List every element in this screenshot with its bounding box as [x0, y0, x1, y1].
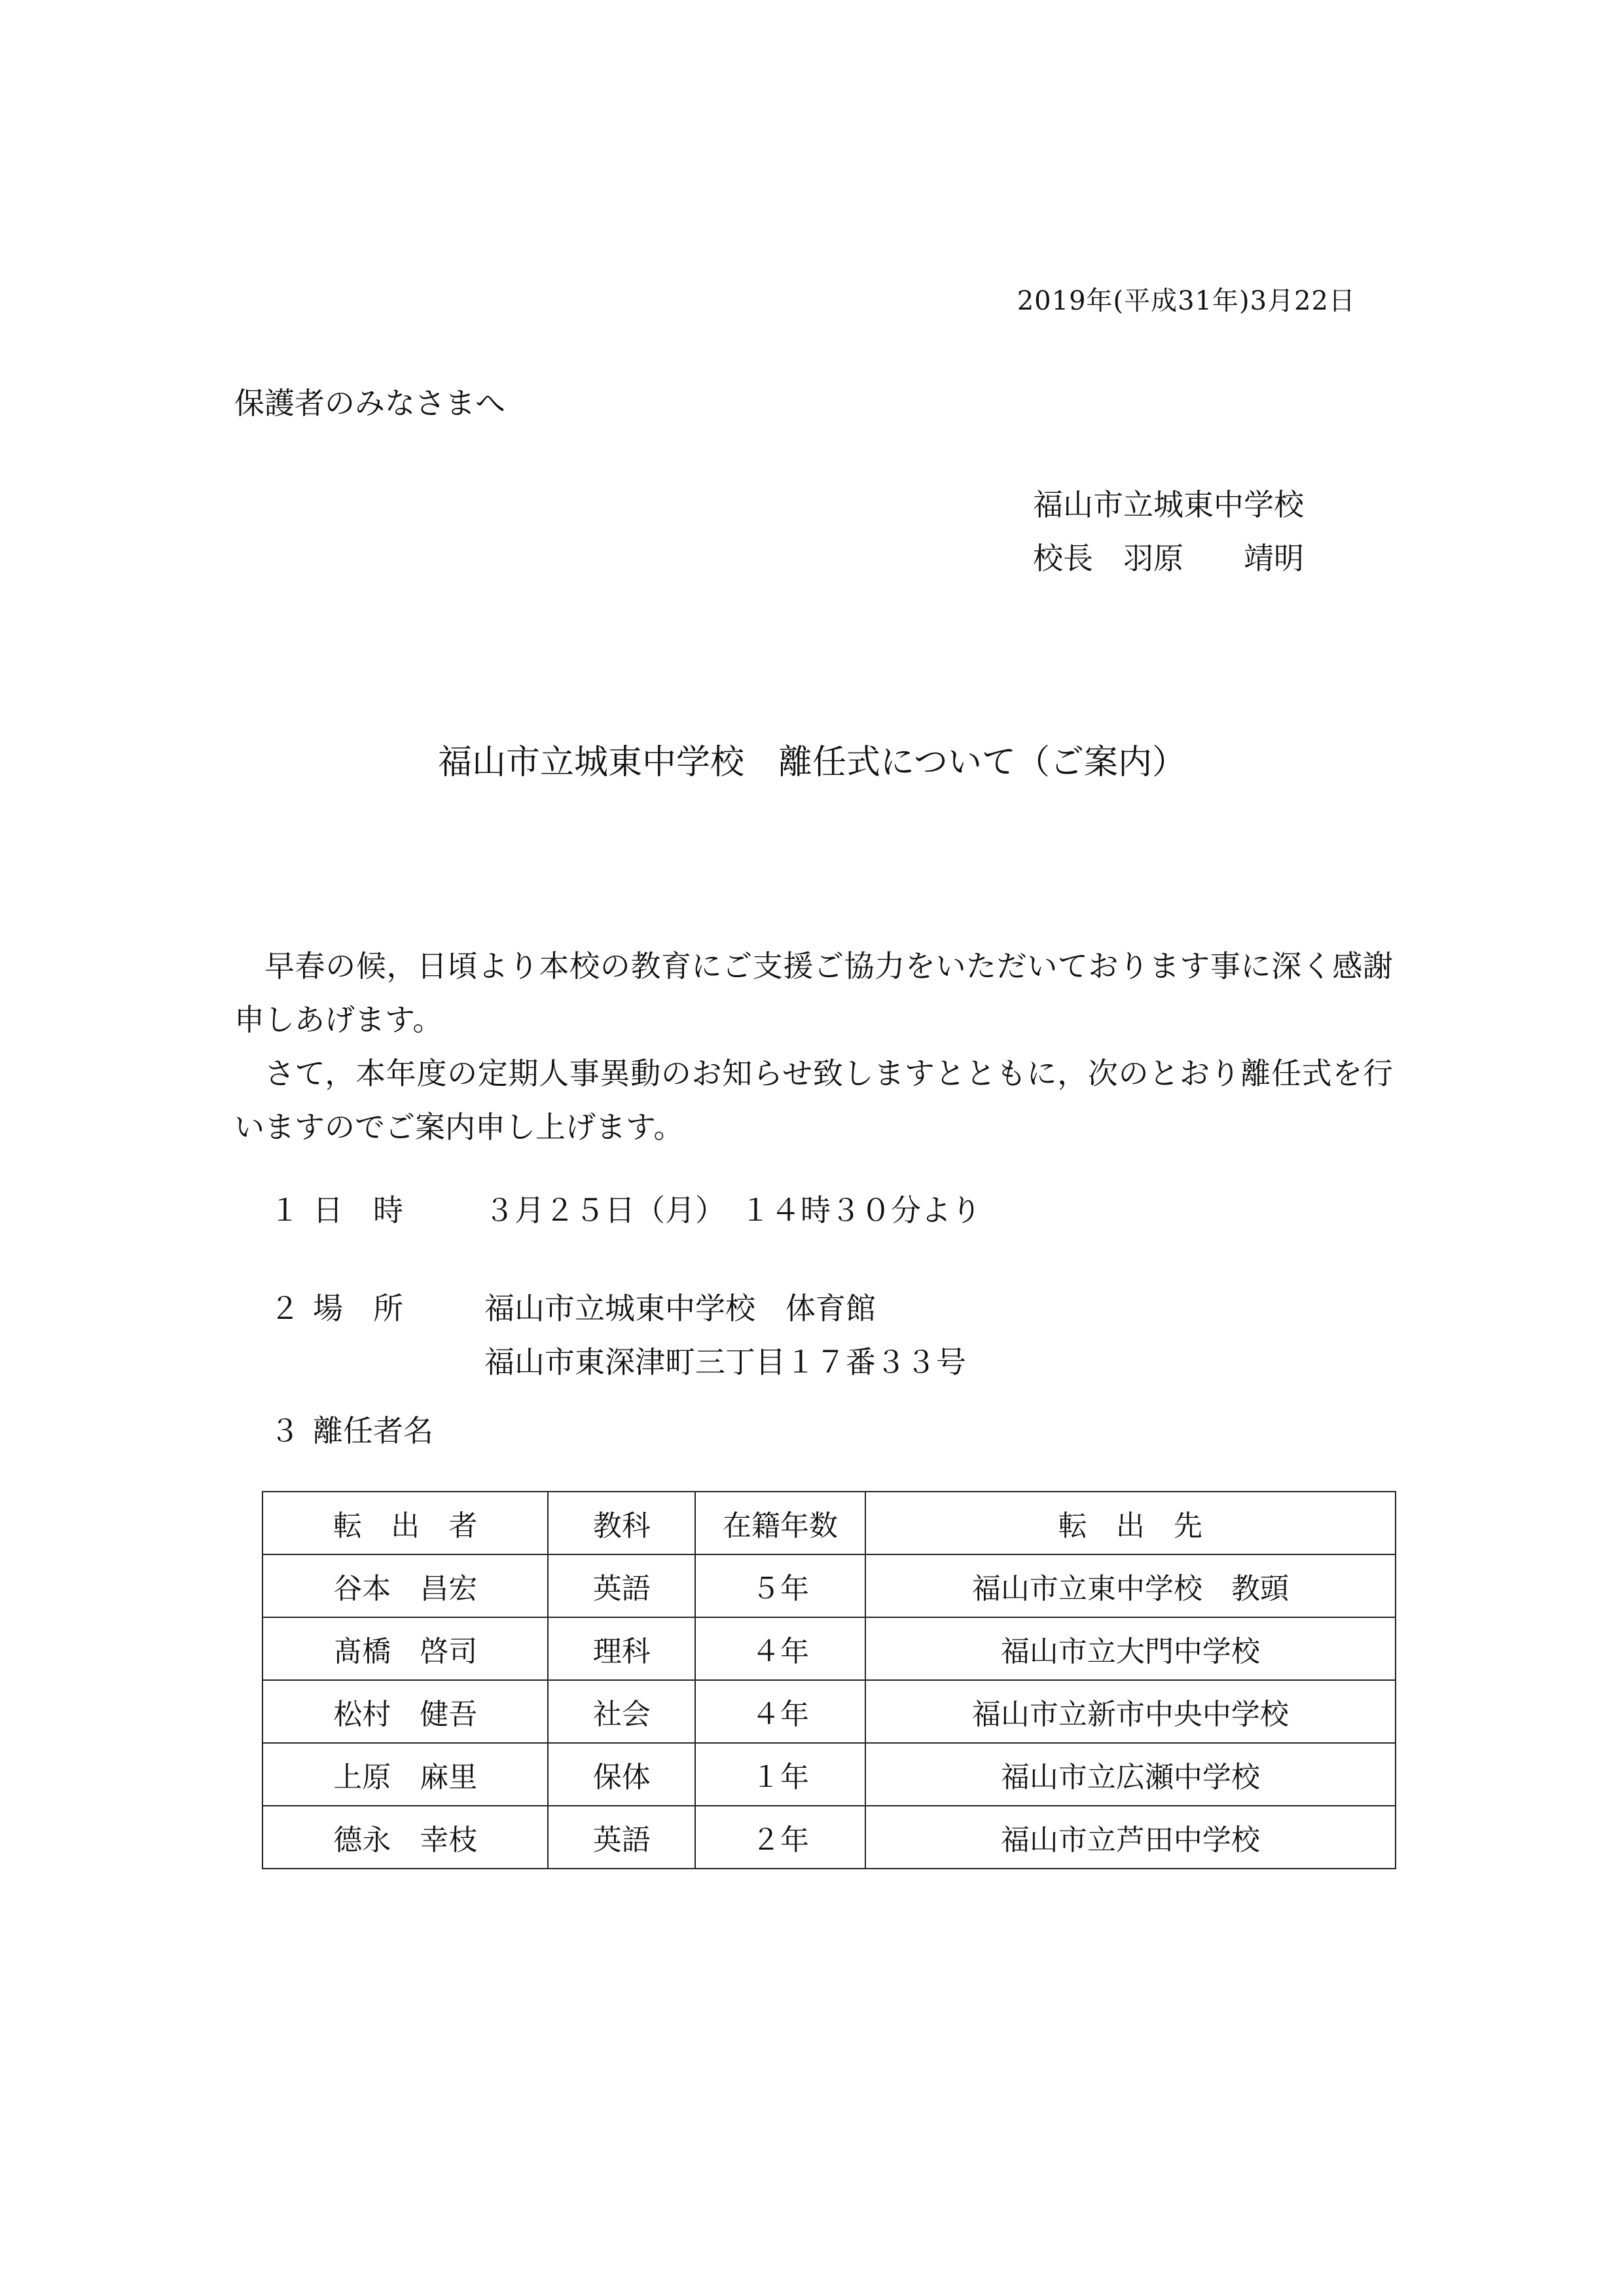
cell-subject: 英語 [548, 1554, 695, 1617]
cell-name: 德永 幸枝 [262, 1806, 548, 1869]
cell-subject: 保体 [548, 1743, 695, 1806]
cell-destination: 福山市立広瀬中学校 [865, 1743, 1396, 1806]
cell-name: 髙橋 啓司 [262, 1617, 548, 1680]
item-number: ３ [270, 1413, 300, 1448]
cell-destination: 福山市立芦田中学校 [865, 1806, 1396, 1869]
sender-block [1033, 478, 1304, 585]
table-row [262, 1554, 1396, 1617]
cell-subject: 英語 [548, 1806, 695, 1869]
document-date: 2019年(平成31年)3月22日 [1017, 286, 1356, 316]
body-text [234, 939, 1393, 1154]
cell-destination: 福山市立大門中学校 [865, 1617, 1396, 1680]
item-value-address: 福山市東深津町三丁目１７番３３号 [484, 1344, 966, 1380]
item-number: １ [270, 1193, 300, 1228]
item-value: ３月２５日（月） １４時３０分より [484, 1193, 981, 1228]
item-value-block [484, 1282, 966, 1389]
item-label: 場 所 [313, 1291, 403, 1326]
cell-subject: 理科 [548, 1617, 695, 1680]
table-row [262, 1743, 1396, 1806]
body-paragraph-2: さて，本年度の定期人事異動のお知らせ致しますとともに，次のとおり離任式を行いますのでご案内申し上げます。 [234, 1056, 1393, 1145]
header-name: 転 出 者 [262, 1492, 548, 1554]
header-years: 在籍年数 [695, 1492, 865, 1554]
leavers-table [262, 1491, 1396, 1869]
item-location [270, 1282, 966, 1389]
table-row [262, 1806, 1396, 1869]
table-row [262, 1680, 1396, 1743]
addressee: 保護者のみなさまへ [234, 386, 505, 421]
item-leavers [270, 1404, 433, 1458]
table-header-row [262, 1492, 1396, 1554]
sender-principal: 校長 羽原 靖明 [1033, 541, 1304, 576]
table-row [262, 1617, 1396, 1680]
header-destination: 転 出 先 [865, 1492, 1396, 1554]
cell-years: ５年 [695, 1554, 865, 1617]
cell-years: １年 [695, 1743, 865, 1806]
cell-name: 谷本 昌宏 [262, 1554, 548, 1617]
item-label: 離任者名 [313, 1413, 433, 1448]
cell-subject: 社会 [548, 1680, 695, 1743]
item-label: 日 時 [313, 1193, 403, 1228]
cell-name: 松村 健吾 [262, 1680, 548, 1743]
sender-school: 福山市立城東中学校 [1033, 487, 1304, 522]
body-paragraph-1: 早春の候，日頃より本校の教育にご支援ご協力をいただいております事に深く感謝申しあげます。 [234, 948, 1393, 1037]
item-date-time [270, 1183, 981, 1237]
item-number: ２ [270, 1291, 300, 1326]
cell-years: ２年 [695, 1806, 865, 1869]
cell-destination: 福山市立新市中央中学校 [865, 1680, 1396, 1743]
cell-years: ４年 [695, 1617, 865, 1680]
cell-name: 上原 麻里 [262, 1743, 548, 1806]
cell-destination: 福山市立東中学校 教頭 [865, 1554, 1396, 1617]
document-title: 福山市立城東中学校 離任式について（ご案内） [438, 743, 1186, 782]
cell-years: ４年 [695, 1680, 865, 1743]
header-subject: 教科 [548, 1492, 695, 1554]
item-value: 福山市立城東中学校 体育館 [484, 1291, 876, 1326]
